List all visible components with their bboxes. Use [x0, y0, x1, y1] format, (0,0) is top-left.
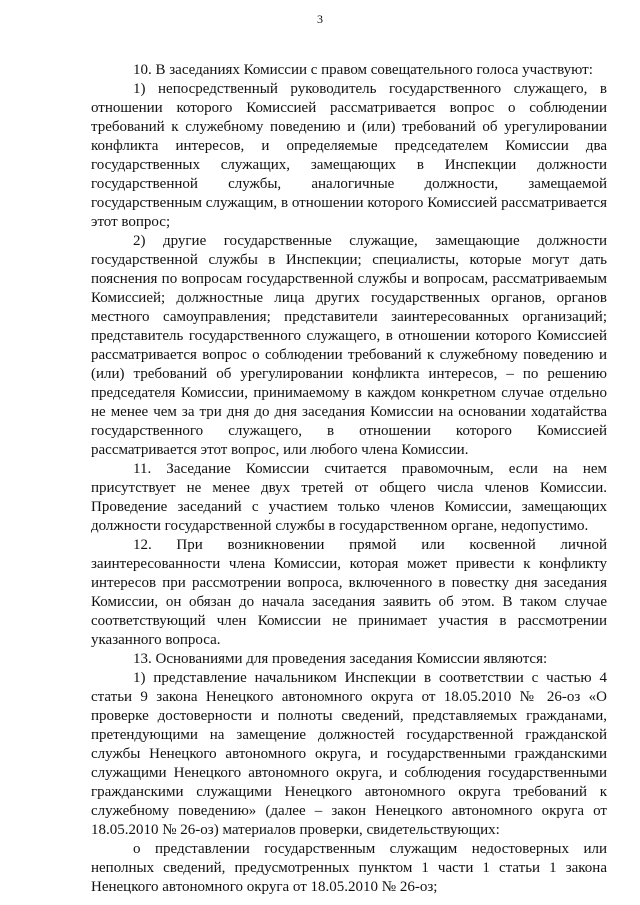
page-number: 3 — [317, 12, 323, 26]
paragraph-10-item-2: 2) другие государственные служащие, замещающие должности государственной службы в Инспекции; специалисты, которые могут дать пояснения по вопросам государственной службы и вопросам, рассматриваемым Комиссией; должностные лица других государственных органов, органов местного самоуправления; представители заинтересованных организаций; представитель государственного служащего, в отношении которого Комиссией рассматривается вопрос о соблюдении требований к служебному поведению и (или) требований об урегулировании конфликта интересов, – по решению председателя Комиссии, принимаемому в каждом конкретном случае отдельно не менее чем за три дня до дня заседания Комиссии на основании ходатайства государственного служащего, в отношении которого Комиссией рассматривается этот вопрос, или любого члена Комиссии. — [91, 233, 607, 458]
paragraph-13-item-1: 1) представление начальником Инспекции в соответствии с частью 4 статьи 9 закона Ненецкого автономного округа от 18.05.2010 № 26-оз «О проверке достоверности и полноты сведений, представляемых гражданами, претендующими на замещение должностей государственной гражданской службы Ненецкого автономного округа, и государственными гражданскими служащими Ненецкого автономного округа, и соблюдения государственными гражданскими служащими Ненецкого автономного округа требований к служебному поведению» (далее – закон Ненецкого автономного округа от 18.05.2010 № 26-оз) материалов проверки, свидетельствующих: — [91, 670, 607, 838]
paragraph-10-item-1: 1) непосредственный руководитель государственного служащего, в отношении которого Комиссией рассматривается вопрос о соблюдении требований к служебному поведению и (или) требований об урегулировании конфликта интересов, и определяемые председателем Комиссии два государственных служащих, замещающих в Инспекции должности государственной службы, аналогичные должности, замещаемой государственным служащим, в отношении которого Комиссией рассматривается этот вопрос; — [91, 81, 607, 230]
paragraph-11: 11. Заседание Комиссии считается правомочным, если на нем присутствует не менее двух третей от общего числа членов Комиссии. Проведение заседаний с участием только членов Комиссии, замещающих должности государственной службы в государственном органе, недопустимо. — [91, 461, 607, 534]
paragraph-12: 12. При возникновении прямой или косвенной личной заинтересованности члена Комиссии, которая может привести к конфликту интересов при рассмотрении вопроса, включенного в повестку дня заседания Комиссии, он обязан до начала заседания заявить об этом. В таком случае соответствующий член Комиссии не принимает участия в рассмотрении указанного вопроса. — [91, 537, 607, 648]
paragraph-10-intro: 10. В заседаниях Комиссии с правом совещательного голоса участвуют: — [133, 62, 593, 78]
paragraph-13-subitem: о представлении государственным служащим недостоверных или неполных сведений, предусмотренных пунктом 1 части 1 статьи 1 закона Ненецкого автономного округа от 18.05.2010 № 26-оз; — [91, 841, 607, 895]
document-body — [91, 61, 607, 897]
paragraph-13-intro: 13. Основаниями для проведения заседания Комиссии являются: — [133, 651, 548, 667]
